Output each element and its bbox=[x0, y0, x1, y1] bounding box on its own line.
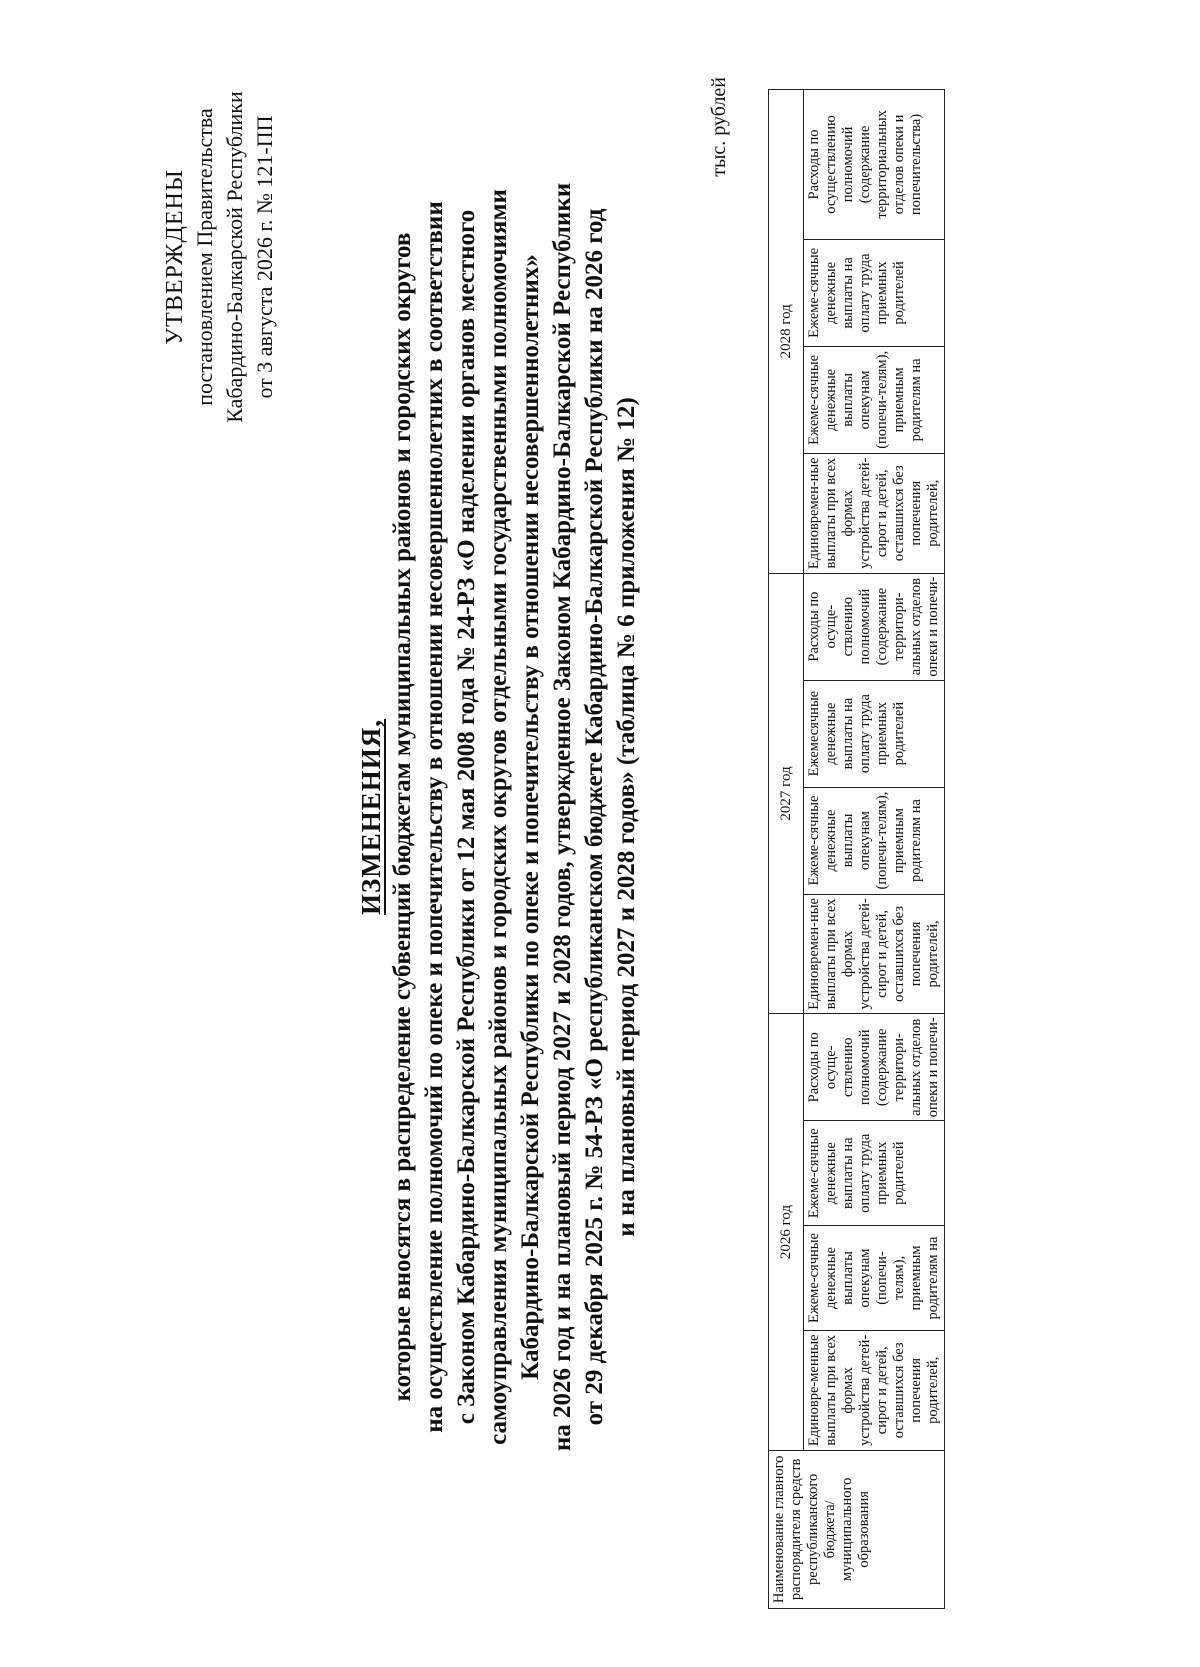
column-header: Единовремен-ные выплаты при всех формах устройства детей-сирот и детей, оставшихся без попечения родителей, bbox=[804, 453, 945, 573]
document-title bbox=[355, 127, 643, 1507]
title-line: Кабардино-Балкарской Республики по опеке и попечительству в отношении несовершеннолетних» bbox=[517, 254, 544, 1380]
column-header: Расходы по осуществлению полномочий (содержание территориальных отделов опеки и попечительства) bbox=[804, 90, 945, 240]
title-line: от 29 декабря 2025 г. № 54-РЗ «О республиканском бюджете Кабардино-Балкарской Республики на 2026 год bbox=[581, 208, 608, 1426]
approval-line: от 3 августа 2026 г. № 121-ПП bbox=[252, 115, 277, 399]
approval-line: Кабардино-Балкарской Республики bbox=[222, 91, 247, 423]
year-header-2026: 2026 год bbox=[769, 1014, 804, 1450]
title-main: ИЗМЕНЕНИЯ, bbox=[356, 719, 386, 916]
column-header: Единовремен-ные выплаты при всех формах устройства детей-сирот и детей, оставшихся без попечения родителей, bbox=[804, 894, 945, 1014]
column-header: Ежеме-сячные денежные выплаты опекунам (попечи-телям), приемным родителям на bbox=[804, 1226, 945, 1331]
approval-stamp bbox=[160, 67, 280, 447]
title-line: и на плановый период 2027 и 2028 годов» (таблица № 6 приложения № 12) bbox=[613, 397, 640, 1237]
units-label: тыс. рублей bbox=[708, 77, 730, 177]
title-line: на 2026 год и на плановый период 2027 и 2028 годов, утвержденное Законом Кабардино-Балкарской Республики bbox=[549, 182, 576, 1452]
name-column-header: Наименование главного распорядителя средств республиканского бюджета/ муниципального образования bbox=[769, 1450, 945, 1608]
column-header: Ежеме-сячные денежные выплаты опекунам (попечи-телям), приемным родителям на bbox=[804, 787, 945, 894]
title-line: которые вносятся в распределение субвенций бюджетам муниципальных районов и городских округов bbox=[389, 232, 416, 1402]
distribution-table bbox=[768, 89, 945, 1609]
column-header: Ежеме-сячные денежные выплаты на оплату труда приемных родителей bbox=[804, 239, 945, 346]
column-header: Ежеме-сячные денежные выплаты опекунам (попечи-телям), приемным родителям на bbox=[804, 346, 945, 453]
title-line: самоуправления муниципальных районов и городских округов отдельными государственными полномочиями bbox=[485, 189, 512, 1445]
table-subheader-row bbox=[804, 90, 945, 1609]
year-header-2027: 2027 год bbox=[769, 573, 804, 1014]
table-header-row bbox=[769, 90, 804, 1609]
column-header: Расходы по осуще-ствлению полномочий (содержание территори-альных отделов опеки и попечи- bbox=[804, 573, 945, 680]
column-header: Ежеме-сячные денежные выплаты на оплату труда приемных родителей bbox=[804, 1121, 945, 1226]
year-header-2028: 2028 год bbox=[769, 90, 804, 574]
title-line: на осуществление полномочий по опеке и попечительству в отношении несовершеннолетних в соответствии bbox=[421, 201, 448, 1433]
column-header: Ежемесячные денежные выплаты на оплату труда приемных родителей bbox=[804, 680, 945, 787]
column-header: Единовре-менные выплаты при всех формах устройства детей-сирот и детей, оставшихся без попечения родителей, bbox=[804, 1330, 945, 1450]
title-line: с Законом Кабардино-Балкарской Республики от 12 мая 2008 года № 24-РЗ «О наделении органов местного bbox=[453, 209, 480, 1425]
approval-heading: УТВЕРЖДЕНЫ bbox=[162, 169, 188, 345]
column-header: Расходы по осуще-ствлению полномочий (содержание территори-альных отделов опеки и попечи- bbox=[804, 1014, 945, 1121]
approval-line: постановлением Правительства bbox=[192, 108, 217, 406]
